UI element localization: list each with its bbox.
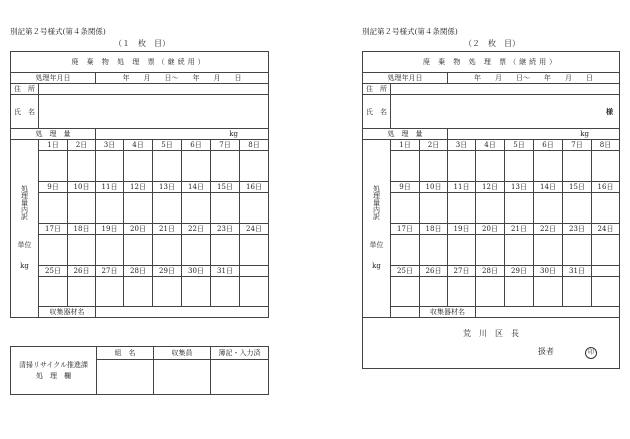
form-title: 廃 棄 物 処 理 票（継続用）: [363, 52, 620, 73]
day-label: 17日: [391, 224, 420, 235]
day-label: 12日: [476, 182, 505, 193]
day-label: 20日: [476, 224, 505, 235]
waste-form-sheet-2: [362, 51, 620, 369]
day-cell[interactable]: [420, 277, 448, 307]
day-label: 29日: [505, 266, 534, 277]
day-label: 11日: [448, 182, 476, 193]
day-cell[interactable]: [96, 193, 124, 224]
day-label: 28日: [124, 266, 153, 277]
day-label: 18日: [68, 224, 96, 235]
breakdown-side-label: [11, 140, 39, 318]
waste-form-sheet-1: [10, 51, 269, 318]
day-label: 2日: [68, 140, 96, 151]
day-cell[interactable]: [96, 277, 124, 307]
day-cell[interactable]: [391, 151, 420, 182]
period-label: 処理年月日: [363, 73, 448, 84]
day-cell[interactable]: [420, 151, 448, 182]
day-label: 21日: [153, 224, 182, 235]
day-label: 13日: [153, 182, 182, 193]
day-cell[interactable]: [211, 151, 240, 182]
day-label: 20日: [124, 224, 153, 235]
day-cell[interactable]: [505, 235, 534, 266]
day-label: 14日: [534, 182, 563, 193]
day-label: 3日: [96, 140, 124, 151]
address-field[interactable]: [391, 84, 620, 95]
entry-header: 簿記・入力済: [211, 347, 269, 360]
unit-label: 単位: [17, 241, 32, 249]
breakdown-label: 処理量内訳: [20, 184, 29, 220]
day-cell[interactable]: [124, 235, 153, 266]
address-field[interactable]: [39, 84, 269, 95]
day-label: 4日: [124, 140, 153, 151]
day-label: 31日: [563, 266, 592, 277]
day-empty: [240, 266, 269, 277]
day-cell[interactable]: [68, 277, 96, 307]
day-cell[interactable]: [68, 193, 96, 224]
day-label: 12日: [124, 182, 153, 193]
day-label: 4日: [476, 140, 505, 151]
collector-field[interactable]: [476, 307, 620, 318]
amount-unit: kg: [580, 130, 590, 138]
day-label: 15日: [563, 182, 592, 193]
day-cell[interactable]: [240, 193, 269, 224]
day-label: 10日: [68, 182, 96, 193]
day-cell[interactable]: [563, 151, 592, 182]
day-label: 24日: [592, 224, 620, 235]
day-cell[interactable]: [448, 277, 476, 307]
day-cell[interactable]: [153, 151, 182, 182]
period-field[interactable]: 年 月 日〜 年 月 日: [96, 73, 269, 84]
processing-section: [10, 346, 269, 395]
day-label: 13日: [505, 182, 534, 193]
day-cell[interactable]: [240, 235, 269, 266]
day-cell[interactable]: [420, 235, 448, 266]
collector-label: 収集器材名: [420, 307, 476, 318]
name-label: 氏 名: [11, 95, 39, 129]
day-label: 8日: [592, 140, 620, 151]
day-label: 21日: [505, 224, 534, 235]
day-cell[interactable]: [211, 235, 240, 266]
day-cell[interactable]: [96, 235, 124, 266]
day-cell[interactable]: [476, 235, 505, 266]
day-label: 10日: [420, 182, 448, 193]
day-label: 9日: [391, 182, 420, 193]
day-label: 15日: [211, 182, 240, 193]
period-field[interactable]: 年 月 日〜 年 月 日: [448, 73, 620, 84]
day-cell[interactable]: [124, 277, 153, 307]
day-cell[interactable]: [592, 151, 620, 182]
day-cell[interactable]: [534, 193, 563, 224]
collector-field[interactable]: [96, 307, 269, 318]
day-cell[interactable]: [448, 235, 476, 266]
day-cell[interactable]: [505, 277, 534, 307]
day-cell[interactable]: [505, 193, 534, 224]
day-label: 17日: [39, 224, 68, 235]
day-cell[interactable]: [211, 193, 240, 224]
collector-name-field[interactable]: [154, 360, 211, 395]
amount-label: 処 理 量: [11, 129, 96, 140]
breakdown-label: 処理量内訳: [372, 184, 381, 220]
day-label: 1日: [39, 140, 68, 151]
day-label: 7日: [211, 140, 240, 151]
day-label: 25日: [391, 266, 420, 277]
day-cell[interactable]: [124, 151, 153, 182]
day-label: 26日: [420, 266, 448, 277]
day-label: 27日: [448, 266, 476, 277]
day-cell[interactable]: [182, 151, 211, 182]
sheet-number-left: （１ 枚 目）: [114, 39, 170, 48]
day-label: 11日: [96, 182, 124, 193]
day-empty: [592, 266, 620, 277]
day-label: 1日: [391, 140, 420, 151]
day-cell[interactable]: [476, 277, 505, 307]
day-label: 9日: [39, 182, 68, 193]
day-cell[interactable]: [182, 235, 211, 266]
day-cell[interactable]: [563, 277, 592, 307]
dept-label-line-1: 清掃リサイクル推進課: [18, 360, 89, 369]
day-label: 29日: [153, 266, 182, 277]
day-cell[interactable]: [68, 235, 96, 266]
period-label: 処理年月日: [11, 73, 96, 84]
day-label: 19日: [96, 224, 124, 235]
day-label: 22日: [182, 224, 211, 235]
unit-value: kg: [372, 262, 381, 270]
day-cell[interactable]: [182, 277, 211, 307]
day-label: 27日: [96, 266, 124, 277]
day-label: 23日: [563, 224, 592, 235]
amount-label: 処 理 量: [363, 129, 448, 140]
address-label: 住 所: [11, 84, 39, 95]
day-label: 8日: [240, 140, 269, 151]
day-cell[interactable]: [182, 193, 211, 224]
issuer-block: [363, 318, 620, 369]
unit-value: kg: [20, 262, 29, 270]
form-label-right: 別記第２号様式(第４条関係): [362, 27, 458, 36]
sheet-number-right: （２ 枚 目）: [464, 39, 520, 48]
day-label: 23日: [211, 224, 240, 235]
day-label: 7日: [563, 140, 592, 151]
name-field[interactable]: [39, 95, 269, 129]
day-cell[interactable]: [592, 235, 620, 266]
day-cell[interactable]: [391, 193, 420, 224]
day-cell[interactable]: [96, 151, 124, 182]
name-label: 氏 名: [363, 95, 391, 129]
entry-field[interactable]: [211, 360, 269, 395]
day-label: 5日: [153, 140, 182, 151]
day-label: 16日: [592, 182, 620, 193]
day-label: 30日: [182, 266, 211, 277]
day-label: 24日: [240, 224, 269, 235]
day-cell[interactable]: [153, 277, 182, 307]
day-cell[interactable]: [211, 277, 240, 307]
day-cell[interactable]: [420, 193, 448, 224]
day-cell[interactable]: [563, 193, 592, 224]
day-cell: [240, 277, 269, 307]
day-label: 5日: [505, 140, 534, 151]
breakdown-side-label: [363, 140, 391, 318]
team-field[interactable]: [97, 360, 154, 395]
day-label: 14日: [182, 182, 211, 193]
day-label: 6日: [534, 140, 563, 151]
collector-spacer: [391, 307, 420, 318]
unit-label: 単位: [369, 241, 384, 249]
day-label: 31日: [211, 266, 240, 277]
day-label: 18日: [420, 224, 448, 235]
day-label: 3日: [448, 140, 476, 151]
form-title: 廃 棄 物 処 理 票（継続用）: [11, 52, 269, 73]
day-cell[interactable]: [153, 193, 182, 224]
day-cell[interactable]: [39, 235, 68, 266]
day-label: 22日: [534, 224, 563, 235]
day-cell[interactable]: [39, 151, 68, 182]
amount-field[interactable]: [96, 129, 269, 140]
day-cell[interactable]: [534, 277, 563, 307]
day-cell[interactable]: [153, 235, 182, 266]
day-cell: [592, 277, 620, 307]
day-cell[interactable]: [39, 193, 68, 224]
day-cell[interactable]: [476, 193, 505, 224]
day-cell[interactable]: [563, 235, 592, 266]
office-name: 荒 川 区 長: [463, 329, 520, 338]
day-cell[interactable]: [391, 277, 420, 307]
day-cell[interactable]: [240, 151, 269, 182]
collector-label: 収集器材名: [39, 307, 96, 318]
day-label: 2日: [420, 140, 448, 151]
day-cell[interactable]: [391, 235, 420, 266]
form-label-left: 別記第２号様式(第４条関係): [10, 27, 106, 36]
day-cell[interactable]: [476, 151, 505, 182]
day-label: 19日: [448, 224, 476, 235]
day-cell[interactable]: [68, 151, 96, 182]
day-label: 30日: [534, 266, 563, 277]
day-cell[interactable]: [124, 193, 153, 224]
day-cell[interactable]: [448, 151, 476, 182]
dept-label: [11, 347, 97, 395]
collector-header: 収集員: [154, 347, 211, 360]
day-cell[interactable]: [448, 193, 476, 224]
seal-mark: 印: [585, 347, 597, 359]
name-field[interactable]: [391, 95, 620, 129]
address-label: 住 所: [363, 84, 391, 95]
honorific: 様: [606, 106, 614, 116]
day-cell[interactable]: [39, 277, 68, 307]
day-cell[interactable]: [505, 151, 534, 182]
amount-unit: kg: [229, 130, 239, 138]
amount-field[interactable]: [448, 129, 620, 140]
day-label: 16日: [240, 182, 269, 193]
team-header: 組 名: [97, 347, 154, 360]
day-label: 28日: [476, 266, 505, 277]
day-cell[interactable]: [534, 151, 563, 182]
drafter-label: 扱者: [537, 347, 554, 356]
day-cell[interactable]: [592, 193, 620, 224]
day-label: 6日: [182, 140, 211, 151]
day-label: 26日: [68, 266, 96, 277]
day-cell[interactable]: [534, 235, 563, 266]
day-label: 25日: [39, 266, 68, 277]
dept-label-line-2: 処 理 欄: [36, 371, 71, 380]
